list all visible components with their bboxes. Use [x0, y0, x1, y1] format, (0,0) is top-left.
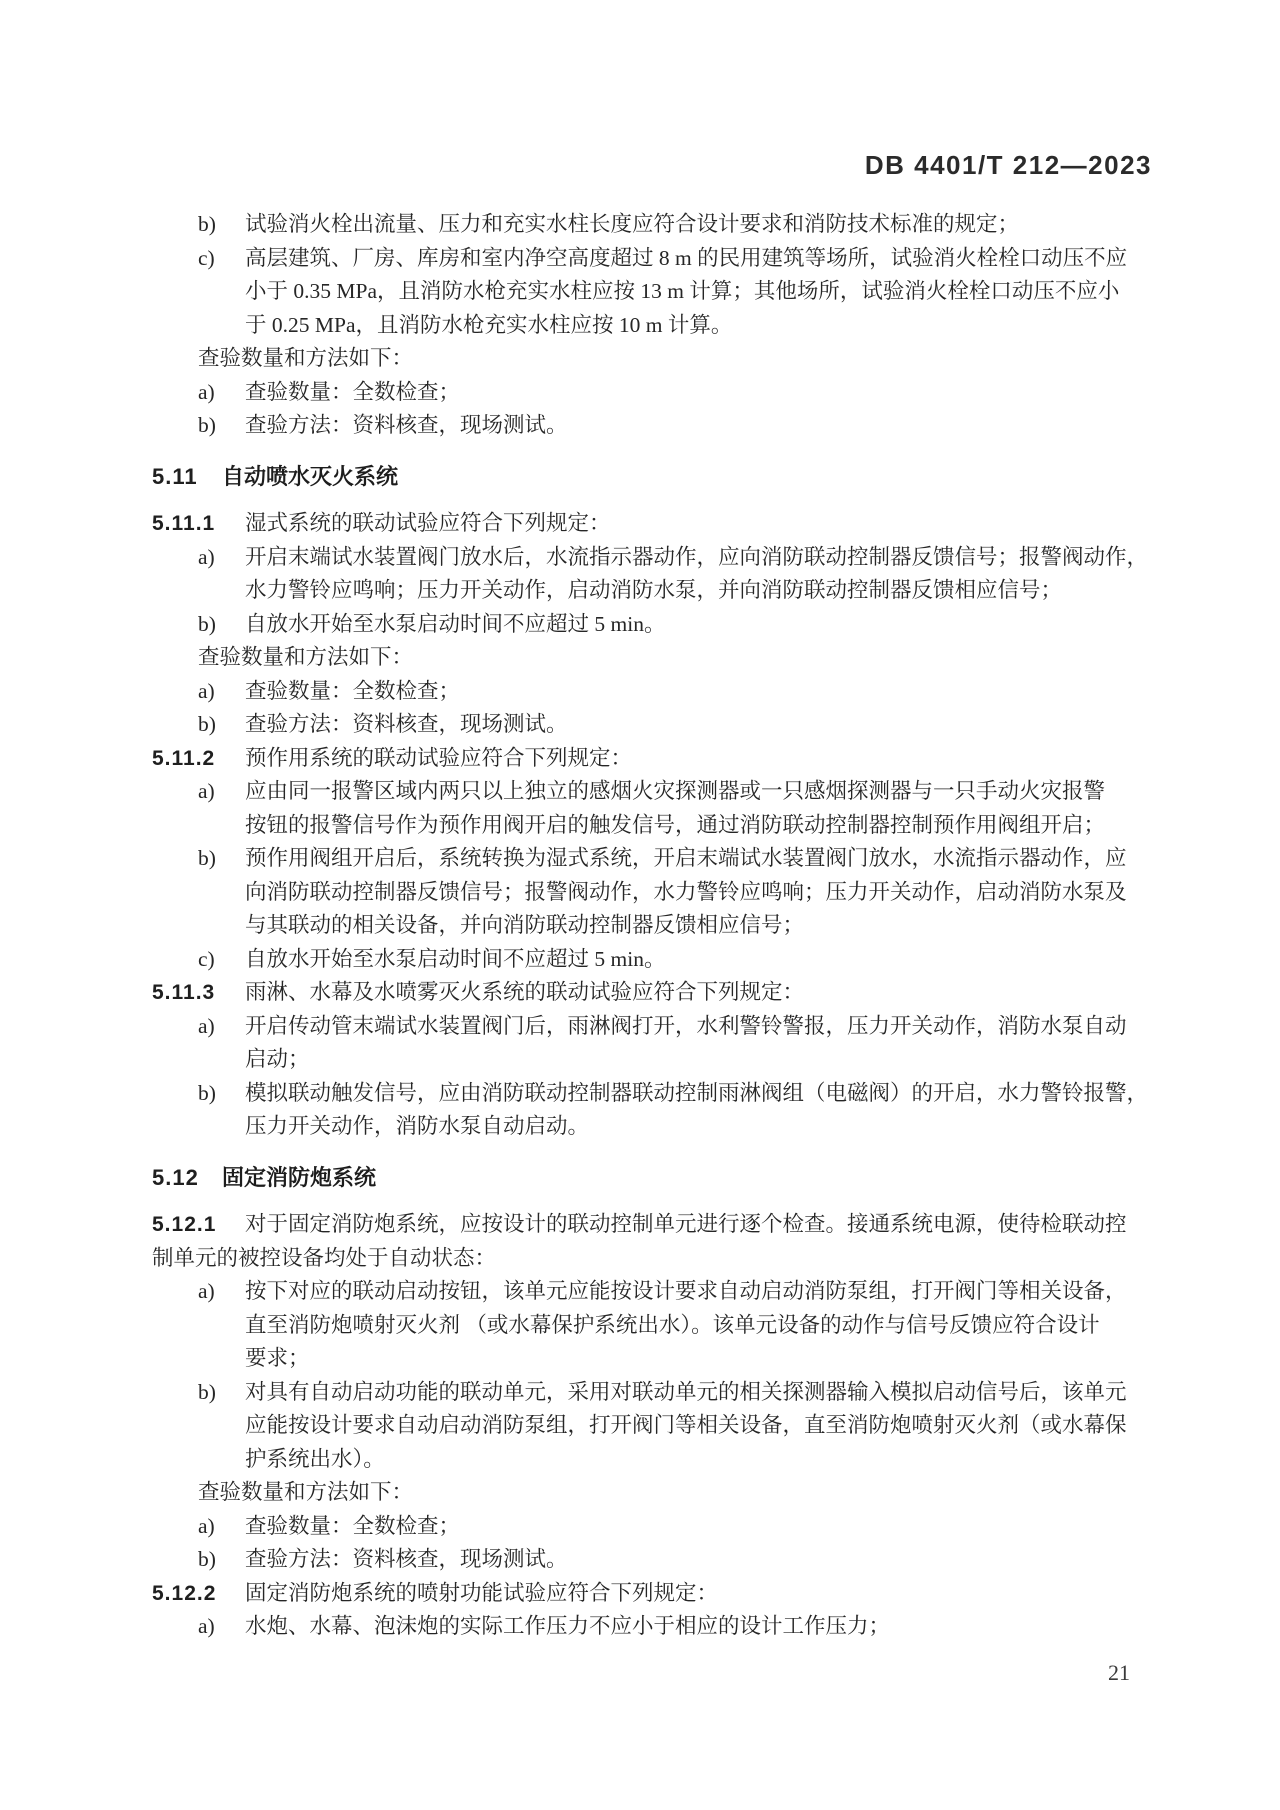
clause-text: 预作用系统的联动试验应符合下列规定： [245, 745, 633, 770]
list-item-label: b) [198, 1080, 216, 1105]
doc-line [0, 809, 1280, 843]
list-item-label: a) [198, 1513, 215, 1538]
clause-number: 5.12.2 [152, 1581, 217, 1605]
list-item-text: 查验数量：全数检查； [245, 678, 461, 703]
doc-line [0, 275, 1280, 309]
section-heading [0, 460, 1280, 494]
doc-line [0, 1275, 1280, 1309]
line-text: 应能按设计要求自动启动消防泵组，打开阀门等相关设备，直至消防炮喷射灭火剂（或水幕保 [245, 1413, 1127, 1437]
list-item-text: 开启末端试水装置阀门放水后，水流指示器动作，应向消防联动控制器反馈信号；报警阀动作， [245, 544, 1149, 569]
line-text: 查验数量和方法如下： [198, 1480, 414, 1504]
list-item-label: a) [198, 544, 215, 569]
list-item-text: 开启传动管末端试水装置阀门后，雨淋阀打开，水利警铃警报，压力开关动作，消防水泵自动 [245, 1013, 1127, 1038]
clause-line [0, 742, 1280, 776]
list-item-label: a) [198, 1614, 215, 1638]
section-number: 5.11 [152, 463, 198, 489]
page-number: 21 [1108, 1660, 1130, 1685]
list-item-label: b) [198, 1547, 216, 1571]
clause-line [0, 976, 1280, 1010]
line-text: 查验数量和方法如下： [198, 346, 414, 370]
list-item-label: b) [198, 212, 216, 236]
doc-line [0, 409, 1280, 443]
list-item-label: b) [198, 611, 216, 636]
doc-line [0, 943, 1280, 977]
list-item-label: a) [198, 1279, 215, 1303]
list-item-text: 模拟联动触发信号，应由消防联动控制器联动控制雨淋阀组（电磁阀）的开启，水力警铃报警， [245, 1080, 1149, 1105]
doc-line [0, 309, 1280, 343]
list-item-label: c) [198, 245, 215, 270]
line-text: 制单元的被控设备均处于自动状态： [152, 1245, 497, 1270]
doc-line [0, 1543, 1280, 1577]
list-item-text: 对具有自动启动功能的联动单元，采用对联动单元的相关探测器输入模拟启动信号后，该单元 [245, 1379, 1127, 1404]
list-item-text: 查验方法：资料核查，现场测试。 [245, 1547, 568, 1571]
clause-number: 5.11.2 [152, 746, 216, 770]
list-item-label: a) [198, 379, 215, 404]
list-item-label: b) [198, 846, 216, 870]
line-text: 于 0.25 MPa，且消防水枪充实水柱应按 10 m 计算。 [245, 312, 733, 337]
doc-line [0, 876, 1280, 910]
list-item-label: a) [198, 678, 215, 703]
clause-number: 5.11.3 [152, 981, 216, 1004]
list-item-text: 查验方法：资料核查，现场测试。 [245, 413, 568, 437]
doc-line [0, 775, 1280, 809]
doc-line [0, 675, 1280, 709]
line-text: 压力开关动作，消防水泵自动启动。 [245, 1114, 590, 1138]
doc-line [0, 1443, 1280, 1477]
list-item-text: 查验数量：全数检查； [245, 1513, 461, 1538]
list-item-text: 预作用阀组开启后，系统转换为湿式系统，开启末端试水装置阀门放水，水流指示器动作，应 [245, 846, 1127, 870]
list-item-label: b) [198, 1379, 216, 1404]
doc-line [0, 342, 1280, 376]
list-item-text: 自放水开始至水泵启动时间不应超过 5 min。 [245, 611, 666, 636]
list-item-label: a) [198, 1013, 215, 1038]
line-text: 要求； [245, 1346, 310, 1370]
list-item-label: c) [198, 946, 215, 971]
clause-text: 湿式系统的联动试验应符合下列规定： [245, 511, 611, 535]
doc-line [0, 1110, 1280, 1144]
doc-line [0, 1010, 1280, 1044]
doc-line [0, 1077, 1280, 1111]
doc-line [0, 1510, 1280, 1544]
section-title: 自动喷水灭火系统 [222, 463, 399, 489]
clause-line [0, 507, 1280, 541]
doc-line [0, 1242, 1280, 1276]
doc-line [0, 1610, 1280, 1644]
doc-line [0, 641, 1280, 675]
clause-number: 5.11.1 [152, 512, 216, 535]
section-heading [0, 1161, 1280, 1195]
clause-line [0, 1577, 1280, 1611]
line-text: 水力警铃应鸣响；压力开关动作，启动消防水泵，并向消防联动控制器反馈相应信号； [245, 578, 1063, 602]
list-item-text: 应由同一报警区域内两只以上独立的感烟火灾探测器或一只感烟探测器与一只手动火灾报警 [245, 779, 1106, 803]
line-text: 按钮的报警信号作为预作用阀开启的触发信号，通过消防联动控制器控制预作用阀组开启； [245, 812, 1106, 837]
clause-text: 对于固定消防炮系统，应按设计的联动控制单元进行逐个检查。接通系统电源，使待检联动控 [245, 1212, 1127, 1236]
doc-line [0, 574, 1280, 608]
list-item-text: 水炮、水幕、泡沫炮的实际工作压力不应小于相应的设计工作压力； [245, 1614, 891, 1638]
list-item-text: 试验消火栓出流量、压力和充实水柱长度应符合设计要求和消防技术标准的规定； [245, 212, 1020, 236]
doc-line [0, 1342, 1280, 1376]
section-number: 5.12 [152, 1164, 199, 1190]
doc-line [0, 708, 1280, 742]
doc-line [0, 1309, 1280, 1343]
doc-line [0, 541, 1280, 575]
doc-line [0, 1409, 1280, 1443]
standard-code-header: DB 4401/T 212—2023 [864, 150, 1152, 180]
clause-text: 固定消防炮系统的喷射功能试验应符合下列规定： [245, 1580, 719, 1605]
list-item-text: 查验数量：全数检查； [245, 379, 461, 404]
clause-number: 5.12.1 [152, 1213, 217, 1236]
list-item-label: b) [198, 712, 216, 736]
doc-line [0, 909, 1280, 943]
doc-line [0, 376, 1280, 410]
list-item-text: 按下对应的联动启动按钮，该单元应能按设计要求自动启动消防泵组，打开阀门等相关设备， [245, 1279, 1127, 1303]
doc-line [0, 1043, 1280, 1077]
clause-line [0, 1208, 1280, 1242]
list-item-text: 查验方法：资料核查，现场测试。 [245, 712, 568, 736]
doc-line [0, 1376, 1280, 1410]
line-text: 查验数量和方法如下： [198, 645, 414, 669]
doc-line [0, 608, 1280, 642]
line-text: 小于 0.35 MPa，且消防水枪充实水柱应按 13 m 计算；其他场所，试验消火栓栓口动压不应小 [245, 279, 1120, 303]
list-item-label: a) [198, 779, 215, 803]
line-text: 向消防联动控制器反馈信号；报警阀动作，水力警铃应鸣响；压力开关动作，启动消防水泵及 [245, 879, 1127, 904]
doc-line [0, 242, 1280, 276]
list-item-text: 自放水开始至水泵启动时间不应超过 5 min。 [245, 946, 666, 971]
doc-line [0, 1476, 1280, 1510]
doc-line [0, 842, 1280, 876]
list-item-label: b) [198, 413, 216, 437]
doc-line [0, 208, 1280, 242]
list-item-text: 高层建筑、厂房、库房和室内净空高度超过 8 m 的民用建筑等场所，试验消火栓栓口动压不应 [245, 245, 1128, 270]
section-title: 固定消防炮系统 [222, 1164, 377, 1190]
line-text: 与其联动的相关设备，并向消防联动控制器反馈相应信号； [245, 913, 805, 937]
line-text: 直至消防炮喷射灭火剂 （或水幕保护系统出水）。该单元设备的动作与信号反馈应符合设计 [245, 1312, 1100, 1337]
line-text: 护系统出水）。 [245, 1446, 385, 1471]
clause-text: 雨淋、水幕及水喷雾灭火系统的联动试验应符合下列规定： [245, 980, 805, 1004]
line-text: 启动； [245, 1047, 310, 1071]
